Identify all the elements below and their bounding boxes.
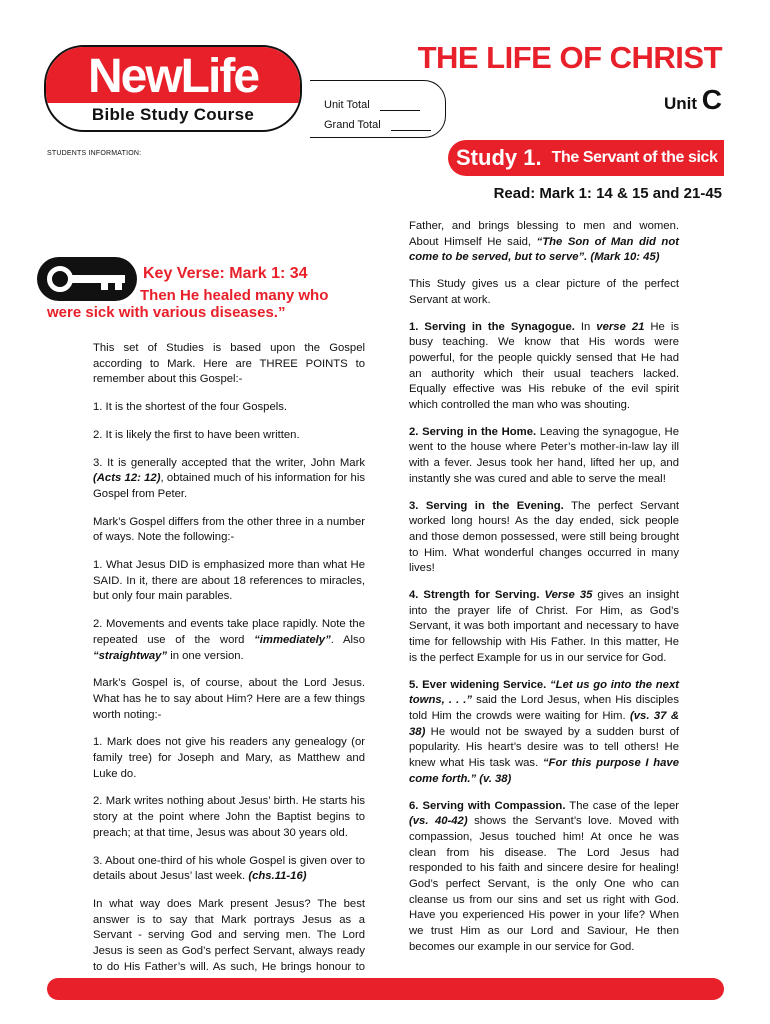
- text: In: [574, 320, 597, 333]
- logo-name: NewLife: [87, 50, 259, 103]
- key-icon: [37, 257, 137, 301]
- key-icon-tooth: [115, 281, 122, 290]
- paragraph: Mark’s Gospel is, of course, about the Lord Jesus. What has he to say about Him? Here are a few things worth noting:-: [93, 677, 365, 721]
- text: said the Lord Jesus, when His disciples told Him the crowds were waiting for Him.: [409, 694, 679, 722]
- text: He would not be swayed by a sudden burst of popularity. His heart’s desire was to tell others! He knew what His task was.: [409, 725, 679, 770]
- paragraph: In what way does Mark present Jesus? The best answer is to say that Mark portrays Jesus as a Servant - serving God and serving men. The Lord Jesus is seen as God’s perfect Servant, always ready to do His Father’s will. As such, He brings honour to: [93, 897, 365, 973]
- paragraph: [93, 456, 365, 503]
- section-heading: 2. Serving in the Home.: [409, 425, 537, 438]
- unit-word: Unit: [663, 94, 698, 113]
- text: shows the Servant’s love. Moved with compassion, Jesus touched him! At once he was clean from his disease. The Lord Jesus had responded to his faith and sincere desire for healing! God’s perfect Servant, is the only One who can cleanse us from our sins and set us right with God. Have you experienced His power in your life? When we trust Him as our Lord and Saviour, He then becomes our example in our service for God.: [409, 815, 679, 953]
- study-number: Study 1.: [456, 145, 542, 170]
- text: Leaving the synagogue, He went to the house where Peter’s mother-in-law lay ill with a fever. Jesus took her hand, lifted her up, and instantly she was cured and able to serve the meal!: [409, 425, 679, 485]
- study-banner: [448, 140, 724, 176]
- scripture-ref: (vs. 37 & 38): [409, 709, 679, 738]
- paragraph: 2. It is likely the first to have been written.: [93, 428, 300, 441]
- section-home: [409, 425, 679, 488]
- unit-total-row: [324, 91, 445, 111]
- paragraph: This set of Studies is based upon the Gospel according to Mark. Here are THREE POINTS to remember about this Gospel:-: [93, 342, 365, 386]
- section-heading: 4. Strength for Serving.: [409, 589, 540, 602]
- key-verse-line: Then He healed many who: [140, 287, 329, 304]
- text: . Also: [330, 633, 365, 646]
- section-widening: [409, 678, 679, 788]
- unit-label: [664, 84, 722, 116]
- paragraph: 2. Mark writes nothing about Jesus’ birth. He starts his story at the point where John the Baptist begins to preach; at that time, Jesus was about 30 years old.: [93, 795, 365, 839]
- section-heading: 1. Serving in the Synagogue.: [409, 320, 575, 333]
- paragraph: This Study gives us a clear picture of the perfect Servant at work.: [409, 278, 679, 306]
- section-synagogue: [409, 320, 679, 414]
- section-heading: 3. Serving in the Evening.: [409, 499, 564, 512]
- text: 3. About one-third of his whole Gospel is given over to details about Jesus’ last week.: [93, 854, 365, 883]
- grand-total-row: [324, 111, 445, 131]
- section-heading: 5. Ever widening Service.: [409, 678, 547, 691]
- quote: “The Son of Man did not come to be served, but to serve”. (Mark 10: 45): [409, 235, 679, 264]
- scripture-ref: verse 21: [596, 320, 645, 333]
- right-column: [409, 219, 679, 967]
- key-verse-heading: Key Verse: Mark 1: 34: [143, 265, 308, 282]
- logo-subtitle: Bible Study Course: [91, 105, 255, 124]
- key-icon-ring: [47, 266, 73, 292]
- emphasis: “immediately”: [254, 633, 331, 646]
- quote: “For this purpose I have come forth.” (v. 38): [409, 757, 679, 785]
- text: in one version.: [167, 649, 244, 662]
- newlife-logo: [44, 45, 302, 132]
- paragraph: [93, 617, 365, 664]
- grand-total-label: Grand Total: [324, 119, 381, 131]
- paragraph: [409, 219, 679, 266]
- section-heading: 6. Serving with Compassion.: [409, 799, 566, 812]
- scripture-ref: (Acts 12: 12): [93, 472, 161, 485]
- key-verse-line: were sick with various diseases.”: [47, 304, 286, 321]
- emphasis: “straightway”: [93, 649, 168, 662]
- page-title: THE LIFE OF CHRIST: [417, 40, 722, 75]
- text: , obtained much of his information for his Gospel from Peter.: [93, 472, 365, 500]
- text: 2. Movements and events take place rapidly. Note the repeated use of the word: [93, 618, 365, 646]
- text: He is busy teaching. We know that His words were powerful, for the people quickly sensed that He had an authority which their usual teachers lacked. Equally effective was His rebuke of the evil spirit which controlled the man who was shouting.: [409, 320, 679, 412]
- text: gives an insight into the prayer life of Christ. For Him, as God’s Servant, it was both important and necessary to have time for fellowship with His Father. In this matter, He is the perfect Example for us in our service for God.: [409, 589, 679, 664]
- scripture-ref: (chs.11-16): [248, 870, 307, 883]
- quote: “Let us go into the next towns, . . .”: [409, 678, 679, 707]
- paragraph: 1. It is the shortest of the four Gospels.: [93, 401, 288, 414]
- text: Father, and brings blessing to men and women. About Himself He said,: [409, 220, 679, 248]
- paragraph: 1. What Jesus DID is emphasized more than what He SAID. In it, there are about 18 references to miracles, but only four main parables.: [93, 559, 365, 603]
- grand-total-field[interactable]: [391, 119, 431, 131]
- section-compassion: [409, 799, 679, 956]
- scripture-ref: Verse 35: [544, 589, 593, 602]
- unit-total-label: Unit Total: [324, 99, 370, 111]
- paragraph: [93, 854, 365, 885]
- reading-reference: Read: Mark 1: 14 & 15 and 21-45: [493, 185, 722, 202]
- section-strength: [409, 588, 679, 667]
- text: The case of the leper: [565, 799, 679, 812]
- students-information-label: STUDENTS INFORMATION:: [47, 150, 142, 157]
- footer-bar: [47, 978, 724, 1000]
- text: The perfect Servant worked long hours! As the day ended, sick people and those demon possessed, were still being brought to Him. What wonderful changes occurred in many lives!: [409, 499, 679, 575]
- scripture-ref: (vs. 40-42): [409, 815, 468, 828]
- text: 3. It is generally accepted that the writer, John Mark: [93, 456, 365, 469]
- left-column: [93, 341, 365, 1003]
- key-icon-tooth: [101, 281, 108, 290]
- paragraph: Mark’s Gospel differs from the other three in a number of ways. Note the following:-: [93, 515, 365, 544]
- paragraph: 1. Mark does not give his readers any genealogy (or family tree) for Joseph and Mary, as Matthew and Luke do.: [93, 736, 365, 780]
- totals-box: [310, 80, 446, 138]
- unit-total-field[interactable]: [380, 99, 420, 111]
- unit-letter: C: [701, 84, 722, 115]
- study-title: The Servant of the sick: [551, 149, 718, 166]
- section-evening: [409, 499, 679, 578]
